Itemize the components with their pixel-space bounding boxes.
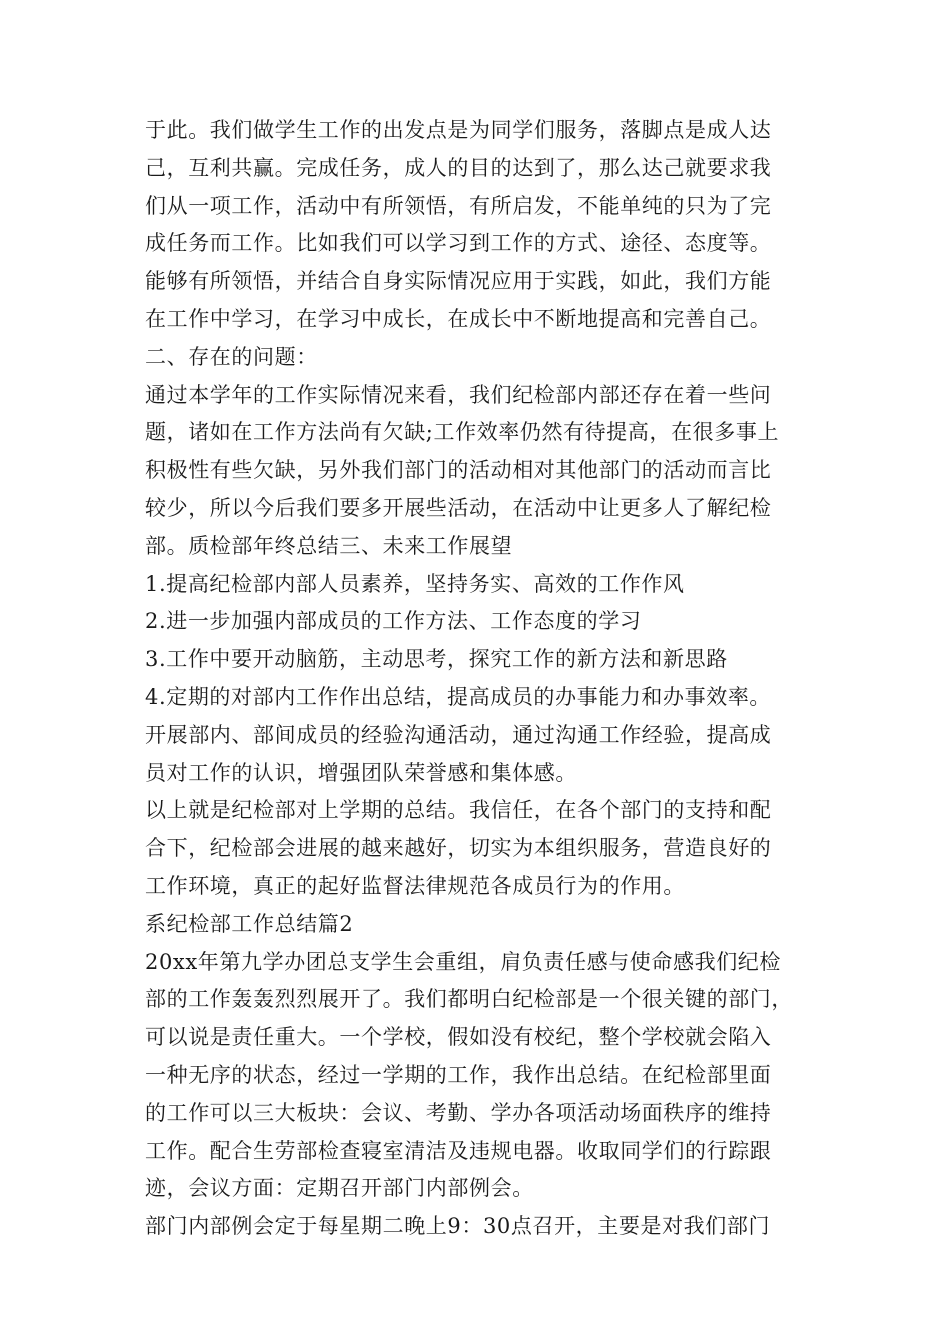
text-line: 工作。配合生劳部检查寝室清洁及违规电器。收取同学们的行踪跟 [145,1138,772,1163]
text-line: 的工作可以三大板块：会议、考勤、学办各项活动场面秩序的维持 [145,1100,772,1125]
text-line: 部。质检部年终总结三、未来工作展望 [145,533,513,558]
list-item: 1.提高纪检部内部人员素养，坚持务实、高效的工作作风 [145,571,685,596]
text-line: 题，诸如在工作方法尚有欠缺;工作效率仍然有待提高，在很多事上 [145,420,780,445]
text-line: 较少，所以今后我们要多开展些活动，在活动中让更多人了解纪检 [145,495,772,520]
text-line: 成任务而工作。比如我们可以学习到工作的方式、途径、态度等。 [145,231,772,256]
text-line: 于此。我们做学生工作的出发点是为同学们服务，落脚点是成人达 [145,118,772,142]
text-line: 在工作中学习，在学习中成长，在成长中不断地提高和完善自己。 [145,306,772,331]
list-item: 4.定期的对部内工作作出总结，提高成员的办事能力和办事效率。 [145,684,772,709]
text-line: 开展部内、部间成员的经验沟通活动，通过沟通工作经验，提高成 [145,722,772,747]
text-line: 部门内部例会定于每星期二晚上9：30点召开，主要是对我们部门 [145,1214,771,1239]
text-line: 己，互利共赢。完成任务，成人的目的达到了，那么达己就要求我 [145,155,772,180]
text-line: 部的工作轰轰烈烈展开了。我们都明白纪检部是一个很关键的部门， [145,987,793,1012]
list-item: 3.工作中要开动脑筋，主动思考，探究工作的新方法和新思路 [145,647,728,672]
section-heading: 二、存在的问题： [145,344,318,369]
text-line: 工作环境，真正的起好监督法律规范各成员行为的作用。 [145,873,685,898]
text-line: 积极性有些欠缺，另外我们部门的活动相对其他部门的活动而言比 [145,458,772,483]
text-line: 合下，纪检部会进展的越来越好，切实为本组织服务，营造良好的 [145,836,772,861]
text-line: 可以说是责任重大。一个学校，假如没有校纪，整个学校就会陷入 [145,1025,772,1050]
text-line: 以上就是纪检部对上学期的总结。我信任，在各个部门的支持和配 [145,798,772,823]
text-line: 通过本学年的工作实际情况来看，我们纪检部内部还存在着一些问 [145,382,772,407]
text-line: 能够有所领悟，并结合自身实际情况应用于实践，如此，我们方能 [145,269,772,294]
text-line: 迹，会议方面：定期召开部门内部例会。 [145,1176,534,1201]
list-item: 2.进一步加强内部成员的工作方法、工作态度的学习 [145,609,642,634]
text-line: 20xx年第九学办团总支学生会重组，肩负责任感与使命感我们纪检 [145,949,782,974]
section-title: 系纪检部工作总结篇2 [145,911,354,936]
text-line: 们从一项工作，活动中有所领悟，有所启发，不能单纯的只为了完 [145,193,772,218]
document-body [145,112,815,1246]
text-line: 员对工作的认识，增强团队荣誉感和集体感。 [145,760,577,785]
text-line: 一种无序的状态，经过一学期的工作，我作出总结。在纪检部里面 [145,1062,772,1087]
